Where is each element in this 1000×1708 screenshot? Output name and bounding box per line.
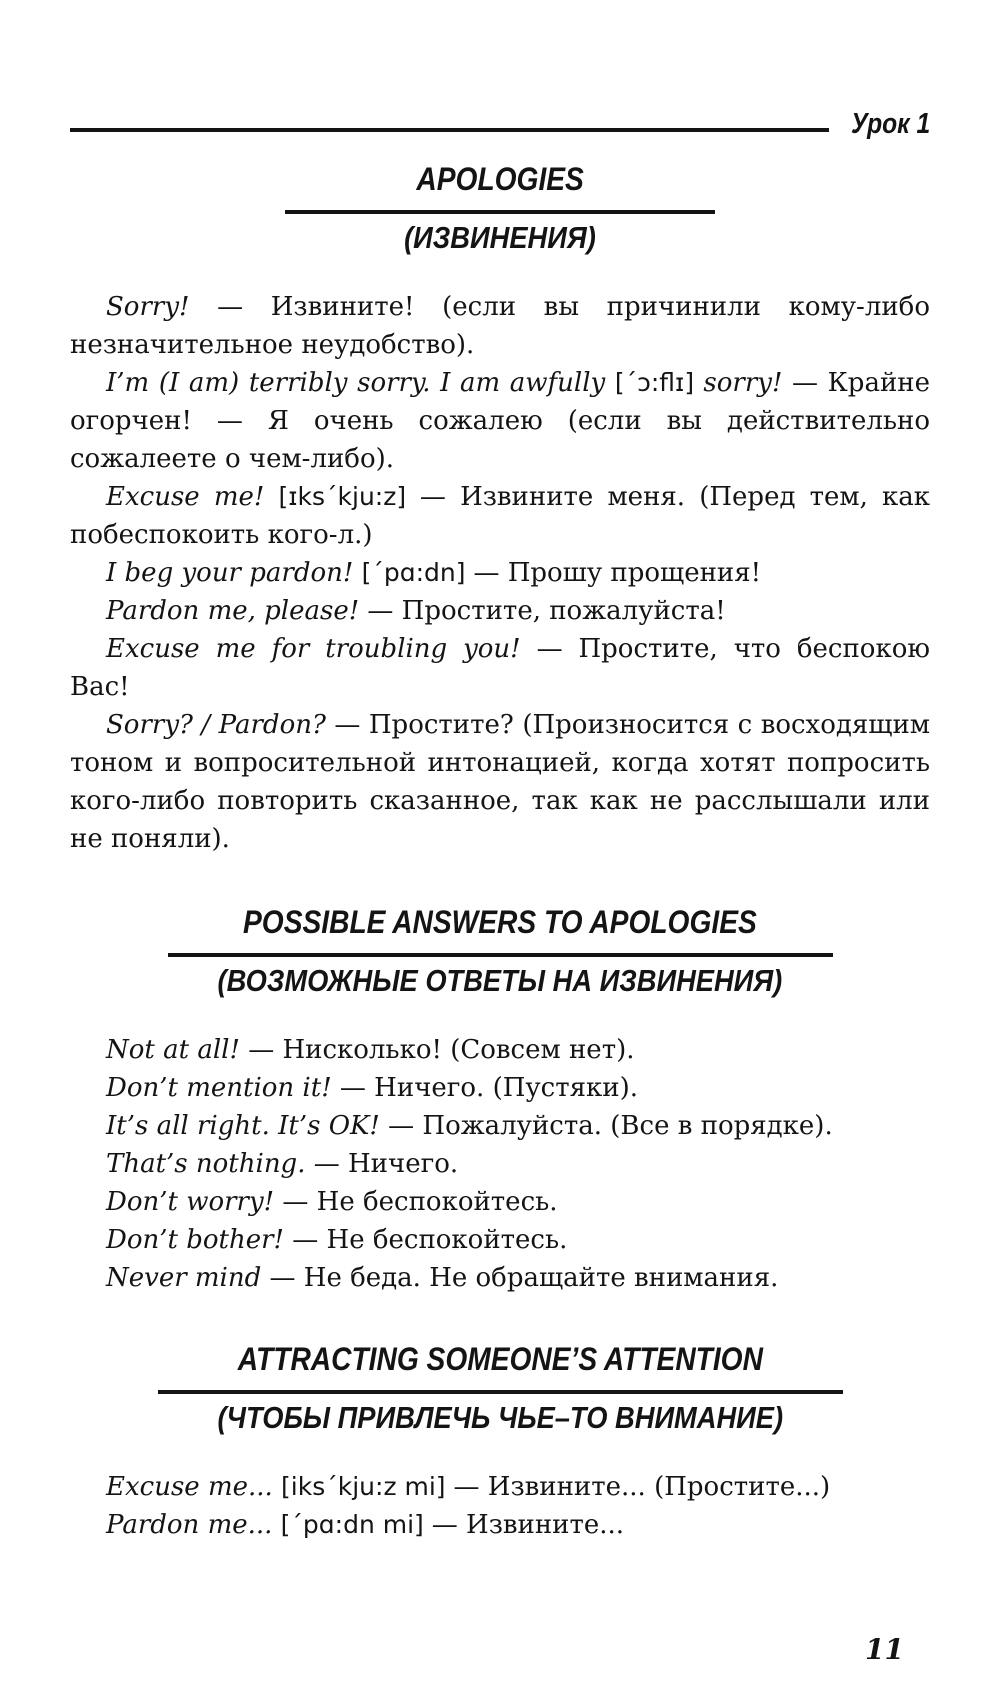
phrase-entry — [70, 1183, 930, 1221]
section-title-underline — [285, 210, 715, 214]
phrase-translation: — Простите, пожалуйста! — [367, 596, 726, 626]
lesson-label: Урок 1 — [850, 108, 930, 140]
phrase-entry — [70, 592, 930, 630]
phrase-english: Never mind — [106, 1263, 270, 1293]
section-title-text: POSSIBLE ANSWERS TO APOLOGIES — [243, 904, 757, 940]
section-title-russian — [70, 961, 930, 1007]
phrase-english: Pardon me, please! — [106, 596, 368, 626]
phrase-english: Excuse me! — [106, 482, 279, 512]
phrase-entry — [70, 706, 930, 858]
section-subtitle-text: (ИЗВИНЕНИЯ) — [404, 220, 596, 255]
section-apologies — [70, 159, 930, 858]
phrase-english: It’s all right. It’s OK! — [106, 1111, 389, 1141]
phrase-translation: — Нисколько! (Совсем нет). — [248, 1035, 635, 1065]
phrase-english: Don’t worry! — [106, 1187, 283, 1217]
section-title-underline — [158, 1390, 843, 1394]
phrase-translation: — Не беда. Не обращайте внимания. — [269, 1263, 779, 1293]
section-possible-answers — [70, 902, 930, 1297]
phrase-english: Sorry! — [106, 292, 218, 322]
phrase-phonetic: [´pɑ:dn] — [361, 558, 474, 587]
phrase-english: Pardon me... — [106, 1510, 281, 1540]
phrase-entry — [70, 364, 930, 478]
phrase-translation: — Крайне огорчен! — Я очень сожалею (если вы действительно сожалеете о чем-либо). — [70, 368, 930, 474]
phrase-translation: — Ничего. (Пустяки). — [339, 1073, 639, 1103]
phrase-translation: — Извините... — [431, 1510, 625, 1540]
phrase-entry — [70, 1031, 930, 1069]
phrase-english: That’s nothing. — [106, 1149, 314, 1179]
section-subtitle-text: (ЧТОБЫ ПРИВЛЕЧЬ ЧЬЕ–ТО ВНИМАНИЕ) — [217, 1400, 783, 1435]
phrase-phonetic: [´pɑ:dn mi] — [280, 1510, 432, 1539]
phrase-entry — [70, 1107, 930, 1145]
phrase-entry — [70, 1259, 930, 1297]
section-title-text: APOLOGIES — [416, 161, 584, 197]
section-title-underline — [168, 953, 833, 957]
phrase-entry — [70, 478, 930, 554]
phrase-entry — [70, 554, 930, 592]
phrase-translation: — Извините... (Простите...) — [453, 1472, 831, 1502]
section-title-english — [70, 902, 930, 949]
book-page — [0, 110, 1000, 1544]
phrase-entry — [70, 1506, 930, 1544]
section-title-russian — [70, 218, 930, 264]
phrase-entry — [70, 1221, 930, 1259]
phrase-translation: — Не беспокойтесь. — [292, 1225, 568, 1255]
phrase-translation: — Не беспокойтесь. — [282, 1187, 558, 1217]
running-head — [70, 110, 930, 139]
section-attracting-attention — [70, 1339, 930, 1544]
phrase-english: I’m (I am) terribly sorry. I am awfully — [106, 368, 615, 398]
phrase-translation: — Простите? (Произносится с восходящим тоном и вопросительной интонацией, когда хотят попросить кого-либо повторить сказанное, так как не расслышали или не поняли). — [70, 710, 930, 854]
phrase-english: Don’t mention it! — [106, 1073, 340, 1103]
phrase-translation: — Ничего. — [313, 1149, 459, 1179]
phrase-phonetic: [´ɔ:flɪ] — [614, 368, 704, 397]
phrase-english: sorry! — [703, 368, 793, 398]
phrase-translation: — Извините! (если вы причинили кому-либо незначительное неудобство). — [70, 292, 930, 360]
section-title-english — [70, 1339, 930, 1386]
phrase-entry — [70, 1145, 930, 1183]
phrase-english: Excuse me... — [106, 1472, 282, 1502]
phrase-phonetic: [iks´kju:z mi] — [281, 1472, 454, 1501]
phrase-translation: — Извините меня. (Перед тем, как побеспокоить кого-л.) — [70, 482, 931, 550]
section-title-english — [70, 159, 930, 206]
phrase-entry — [70, 288, 930, 364]
running-head-rule — [70, 128, 829, 132]
section-title-text: ATTRACTING SOMEONE’S ATTENTION — [237, 1341, 763, 1377]
phrase-entry — [70, 1069, 930, 1107]
phrase-entry — [70, 1468, 930, 1506]
phrase-english: Sorry? / Pardon? — [106, 710, 335, 740]
section-title-russian — [70, 1398, 930, 1444]
phrase-translation: — Прошу прощения! — [473, 558, 762, 588]
phrase-english: Don’t bother! — [106, 1225, 293, 1255]
phrase-translation: — Простите, что беспокою Вас! — [70, 634, 930, 702]
phrase-entry — [70, 630, 930, 706]
phrase-translation: — Пожалуйста. (Все в порядке). — [388, 1111, 833, 1141]
phrase-english: I beg your pardon! — [106, 558, 362, 588]
page-number: 11 — [865, 1633, 904, 1666]
phrase-phonetic: [ɪks´kju:z] — [278, 482, 420, 511]
phrase-english: Not at all! — [106, 1035, 249, 1065]
phrase-english: Excuse me for troubling you! — [106, 634, 537, 664]
section-subtitle-text: (ВОЗМОЖНЫЕ ОТВЕТЫ НА ИЗВИНЕНИЯ) — [217, 963, 783, 998]
